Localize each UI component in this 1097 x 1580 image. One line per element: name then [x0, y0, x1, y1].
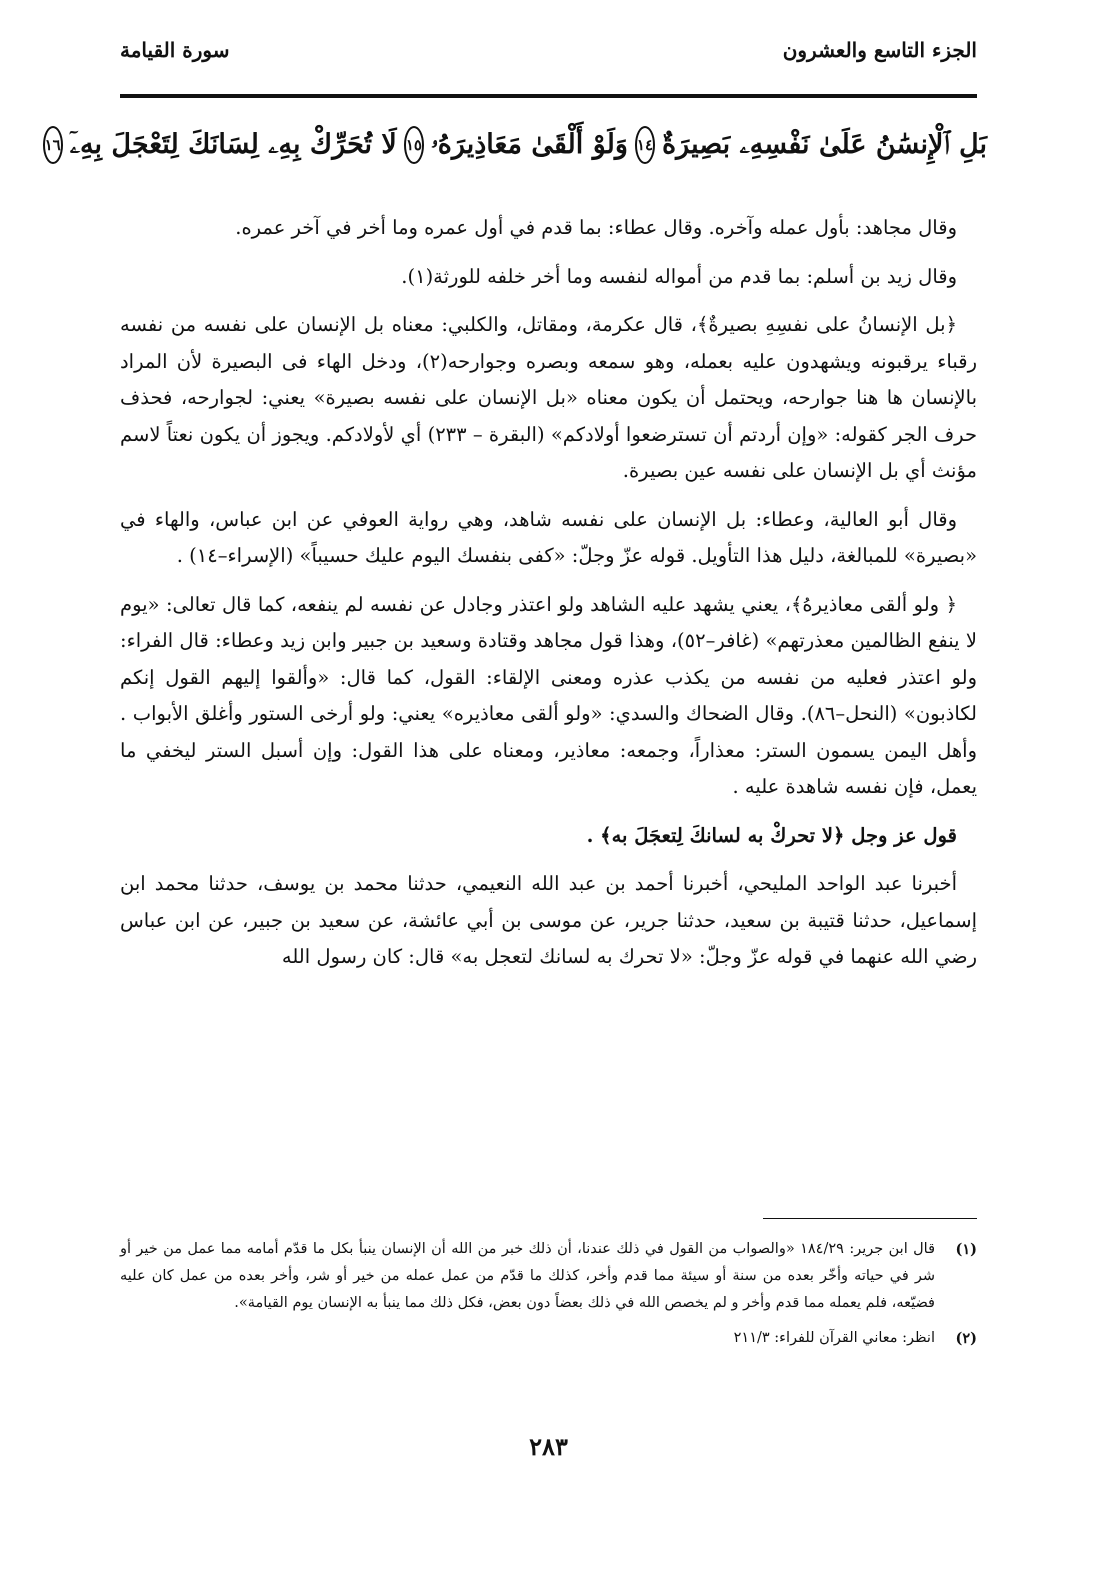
footnote-divider: [763, 1218, 977, 1219]
footnote: [120, 1325, 977, 1352]
footnote-text: انظر: معاني القرآن للفراء: ٢١١/٣: [733, 1330, 935, 1346]
page-number: ٢٨٣: [529, 1432, 568, 1461]
paragraph: وقال زيد بن أسلم: بما قدم من أمواله لنفسه وما أخر خلفه للورثة(١).: [401, 264, 957, 288]
commentary-body: [120, 210, 977, 988]
footnote: [120, 1236, 977, 1317]
paragraph: أخبرنا عبد الواحد المليحي، أخبرنا أحمد بن عبد الله النعيمي، حدثنا محمد بن يوسف، حدثنا محمد ابن إسماعيل، حدثنا قتيبة بن سعيد، حدثنا جرير، عن موسى بن أبي عائشة، عن سعيد بن جبير، عن ابن عباس رضي الله عنهما في قوله عزّ وجلّ: «لا تحرك به لسانك لتعجل به» قال: كان رسول الله: [120, 872, 977, 968]
footnote-number: (٢): [955, 1330, 977, 1347]
verse-segment-1: بَلِ ٱلْإِنسَٰنُ عَلَىٰ نَفْسِهِۦ بَصِيرَةٌ: [662, 129, 987, 160]
footnote-text: قال ابن جرير: ١٨٤/٢٩ «والصواب من القول في ذلك عندنا، أن ذلك خبر من الله أن الإنسان ينبأ بكل ما قدّم أمامه مما عمل من خير أو شر في حياته وأخّر بعده من سنة أو سيئة مما قدم وأخر، كذلك ما قدّم من عمل عمله من خير أو شر، وأخر بعده من عمل كان عليه فضيّعه، فلم يعمله مما قدم وأخر و لم يخصص الله في ذلك بعضاً دون بعض، فكل ذلك مما ينبأ به الإنسان يوم القيامة».: [120, 1241, 936, 1311]
part-title: الجزء التاسع والعشرون: [782, 38, 977, 62]
running-header: [120, 38, 977, 78]
paragraph: وقال مجاهد: بأول عمله وآخره. وقال عطاء: بما قدم في أول عمره وما أخر في آخر عمره.: [235, 216, 957, 239]
paragraph: قول عز وجل ﴿لا تحركْ به لسانكَ لِتعجَلَ به﴾ .: [586, 823, 957, 847]
paragraph: ﴿ ولو ألقى معاذيرهُ﴾، يعني يشهد عليه الشاهد ولو اعتذر وجادل عن نفسه لم ينفعه، كما قال تعالى: «يوم لا ينفع الظالمين معذرتهم» (غافر–٥٢)، وهذا قول مجاهد وقتادة وسعيد بن جبير وابن زيد وعطاء: قال الفراء: ولو اعتذر فعليه من نفسه من يكذب عذره ومعنى الإلقاء: القول، كما قال: «وألقوا إليهم القول إنكم لكاذبون» (النحل–٨٦). وقال الضحاك والسدي: «ولو ألقى معاذيره» يعني: ولو أرخى الستور وأغلق الأبواب . وأهل اليمن يسمون الستر: معذاراً، وجمعه: معاذير، ومعناه على هذا القول: وإن أسبل الستر ليخفي ما يعمل، فإن نفسه شاهدة عليه .: [120, 592, 977, 798]
paragraph: وقال أبو العالية، وعطاء: بل الإنسان على نفسه شاهد، وهي رواية العوفي عن ابن عباس، والهاء في «بصيرة» للمبالغة، دليل هذا التأويل. قوله عزّ وجلّ: «كفى بنفسك اليوم عليك حسيباً» (الإسراء–١٤) .: [120, 507, 977, 567]
footnote-number: (١): [955, 1241, 977, 1258]
ayah-number-marker: ١٤: [635, 126, 655, 164]
verse-segment-2: وَلَوْ أَلْقَىٰ مَعَاذِيرَهُۥ: [430, 129, 628, 160]
footnotes: [120, 1236, 977, 1360]
header-divider: [120, 94, 977, 98]
paragraph: ﴿بل الإنسانُ على نفسِهِ بصيرةٌ﴾، قال عكرمة، ومقاتل، والكلبي: معناه بل الإنسان على نفسه من نفسه رقباء يرقبونه ويشهدون عليه بعمله، وهو سمعه وبصره وجوارحه(٢)، ودخل الهاء فى البصيرة لأن المراد بالإنسان ها هنا جوارحه، ويحتمل أن يكون معناه «بل الإنسان على نفسه بصيرة» يعني: لجوارحه، فحذف حرف الجر كقوله: «وإن أردتم أن تسترضعوا أولادكم» (البقرة – ٢٣٣) أي لأولادكم. ويجوز أن يكون نعتاً لاسم مؤنث أي بل الإنسان على نفسه عين بصيرة.: [120, 313, 977, 482]
ayah-number-marker: ١٥: [404, 126, 424, 164]
surah-title: سورة القيامة: [120, 38, 230, 62]
verse-segment-3: لَا تُحَرِّكْ بِهِۦ لِسَانَكَ لِتَعْجَلَ بِهِۦٓ: [69, 129, 397, 160]
ayah-number-marker: ١٦: [43, 126, 63, 164]
quran-verse-line: [44, 126, 987, 164]
